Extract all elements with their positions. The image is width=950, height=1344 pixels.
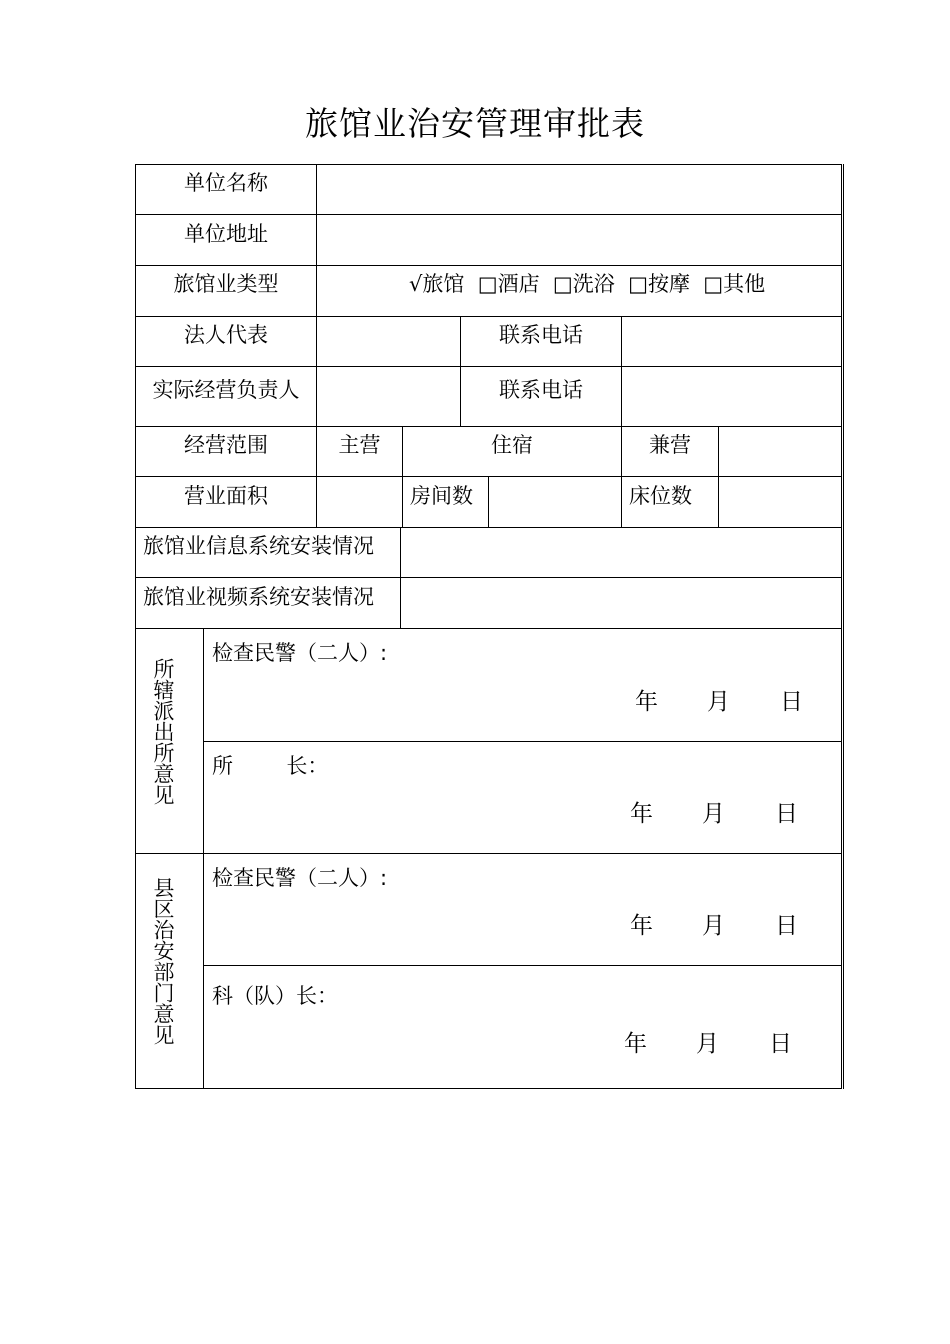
- row-divider: [135, 853, 842, 854]
- row-divider: [203, 965, 842, 966]
- date-year: 年: [630, 801, 653, 827]
- row-divider: [135, 366, 842, 367]
- label-security-dept-opinion: 县区治安部门意见: [151, 877, 175, 1045]
- label-room-count: 房间数: [410, 484, 473, 508]
- label-side-business: 兼营: [649, 433, 691, 457]
- row-divider: [135, 214, 842, 215]
- date-day: 日: [775, 801, 798, 827]
- row-divider: [135, 265, 842, 266]
- label-business-area: 营业面积: [184, 484, 268, 508]
- label-accommodation: 住宿: [491, 433, 533, 457]
- label-inspectors: 检查民警（二人）:: [212, 866, 388, 890]
- approval-form-table: [135, 164, 842, 1089]
- label-inspectors: 检查民警（二人）:: [212, 641, 388, 665]
- label-director: 所 长：: [212, 754, 329, 778]
- label-bed-count: 床位数: [629, 484, 692, 508]
- label-chief: 科（队）长：: [212, 984, 338, 1008]
- label-police-station-opinion: 所辖派出所意见: [151, 658, 175, 805]
- date-month: 月: [702, 801, 725, 827]
- row-divider: [135, 316, 842, 317]
- row-divider: [203, 741, 842, 742]
- column-divider: [718, 426, 719, 527]
- column-divider: [488, 476, 489, 527]
- date-day: 日: [775, 913, 798, 939]
- date-year: 年: [624, 1031, 647, 1057]
- label-unit-name: 单位名称: [184, 171, 268, 195]
- date-year: 年: [635, 689, 658, 715]
- label-legal-rep: 法人代表: [184, 323, 268, 347]
- date-month: 月: [707, 689, 730, 715]
- date-month: 月: [702, 913, 725, 939]
- date-day: 日: [769, 1031, 792, 1057]
- label-actual-manager: 实际经营负责人: [152, 378, 300, 402]
- hotel-type-options: √旅馆 □酒店 □洗浴 □按摩 □其他: [409, 272, 766, 296]
- date-day: 日: [780, 689, 803, 715]
- date-month: 月: [696, 1031, 719, 1057]
- label-info-system: 旅馆业信息系统安装情况: [143, 534, 374, 558]
- label-unit-address: 单位地址: [184, 222, 268, 246]
- label-video-system: 旅馆业视频系统安装情况: [143, 585, 374, 609]
- label-main-business: 主营: [338, 433, 381, 457]
- column-divider: [400, 527, 401, 628]
- table-right-double-border: [843, 164, 844, 1089]
- row-divider: [135, 577, 842, 578]
- column-divider: [316, 164, 317, 527]
- page-title: 旅馆业治安管理审批表: [305, 104, 645, 143]
- row-divider: [135, 527, 842, 528]
- date-year: 年: [630, 913, 653, 939]
- column-divider: [203, 628, 204, 1089]
- label-business-scope: 经营范围: [184, 433, 268, 457]
- row-divider: [135, 426, 842, 427]
- label-contact-phone: 联系电话: [499, 378, 583, 402]
- label-contact-phone: 联系电话: [499, 323, 583, 347]
- label-hotel-type: 旅馆业类型: [173, 272, 279, 296]
- row-divider: [135, 628, 842, 629]
- column-divider: [621, 316, 622, 527]
